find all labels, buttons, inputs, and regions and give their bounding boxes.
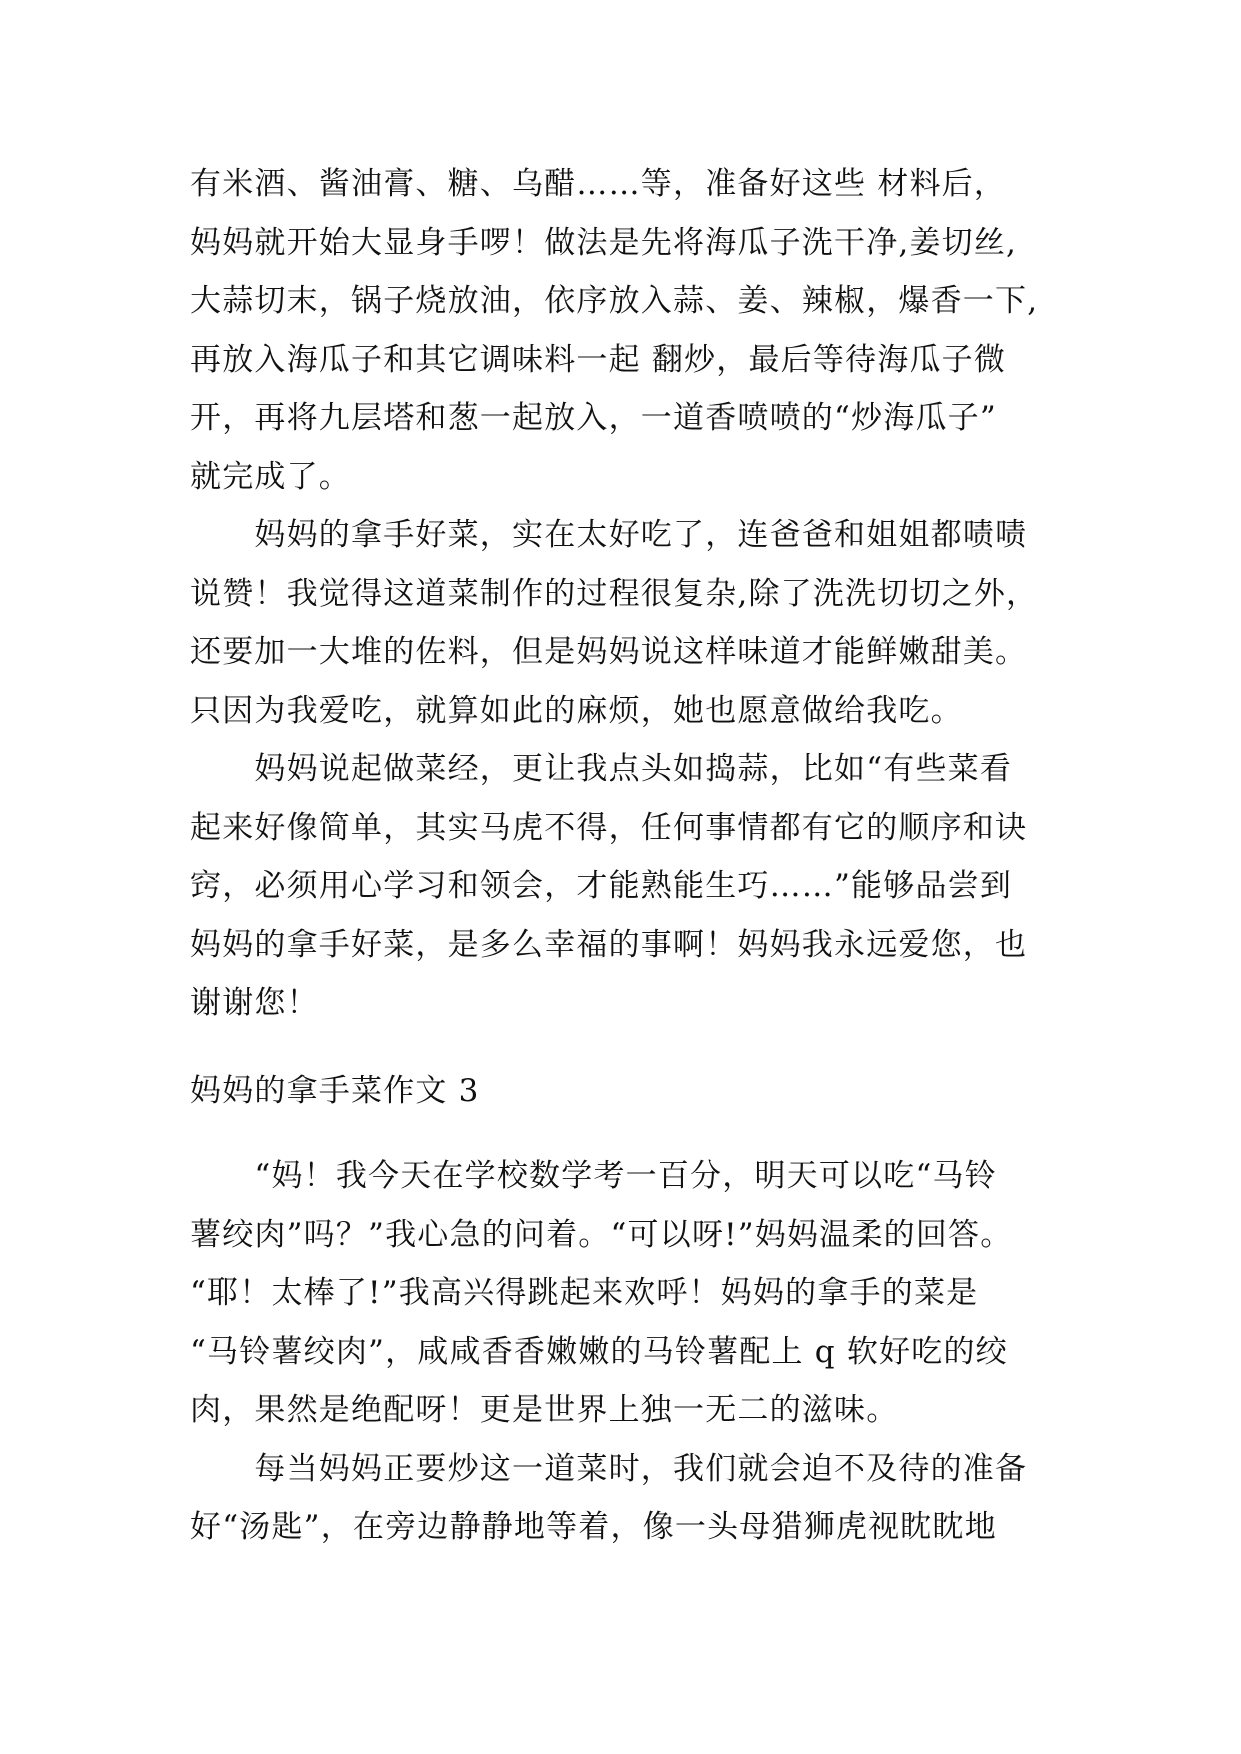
text-line: 每当妈妈正要炒这一道菜时，我们就会迫不及待的准备	[190, 1450, 1028, 1487]
text-line: 妈妈就开始大显身手啰！做法是先将海瓜子洗干净,姜切丝,	[190, 224, 1018, 261]
section-title: 妈妈的拿手菜作文 3	[190, 1073, 480, 1109]
text-line: 妈妈的拿手好菜，是多么幸福的事啊！妈妈我永远爱您，也	[190, 926, 1028, 963]
text-line: 薯绞肉”吗？”我心急的问着。“可以呀!”妈妈温柔的回答。	[190, 1216, 1013, 1253]
text-line: 有米酒、酱油膏、糖、乌醋……等，准备好这些 材料后，	[190, 166, 1007, 202]
text-line: 再放入海瓜子和其它调味料一起 翻炒，最后等待海瓜子微	[190, 341, 1007, 378]
text-line: 还要加一大堆的佐料，但是妈妈说这样味道才能鲜嫩甜美。	[190, 634, 1028, 670]
text-line: 说赞！我觉得这道菜制作的过程很复杂,除了洗洗切切之外，	[190, 575, 1039, 612]
text-line: 妈妈的拿手好菜，实在太好吃了，连爸爸和姐姐都啧啧	[190, 517, 1028, 553]
text-line: 大蒜切末，锅子烧放油，依序放入蒜、姜、辣椒，爆香一下,	[190, 283, 1039, 319]
body-text-part2	[190, 1147, 1070, 1557]
text-line: “耶！太棒了!”我高兴得跳起来欢呼！妈妈的拿手的菜是	[190, 1275, 979, 1311]
text-line: 起来好像简单，其实马虎不得，任何事情都有它的顺序和诀	[190, 809, 1028, 846]
body-text-part1	[190, 155, 1070, 1033]
text-line: 妈妈说起做菜经，更让我点头如捣蒜，比如“有些菜看	[190, 751, 1013, 787]
text-line: “马铃薯绞肉”，咸咸香香嫩嫩的马铃薯配上 q 软好吃的绞	[190, 1333, 1008, 1370]
text-line: 好“汤匙”，在旁边静静地等着，像一头母猎狮虎视眈眈地	[190, 1509, 997, 1545]
text-line: 开，再将九层塔和葱一起放入，一道香喷喷的“炒海瓜子”	[190, 400, 997, 436]
text-line: 谢谢您！	[190, 985, 319, 1021]
text-line: 窍，必须用心学习和领会，才能熟能生巧……”能够品尝到	[190, 868, 1013, 904]
text-line: “妈！我今天在学校数学考一百分，明天可以吃“马铃	[190, 1158, 997, 1194]
text-line: 肉，果然是绝配呀！更是世界上独一无二的滋味。	[190, 1392, 899, 1428]
text-line: 就完成了。	[190, 458, 351, 495]
text-line: 只因为我爱吃，就算如此的麻烦，她也愿意做给我吃。	[190, 692, 963, 729]
